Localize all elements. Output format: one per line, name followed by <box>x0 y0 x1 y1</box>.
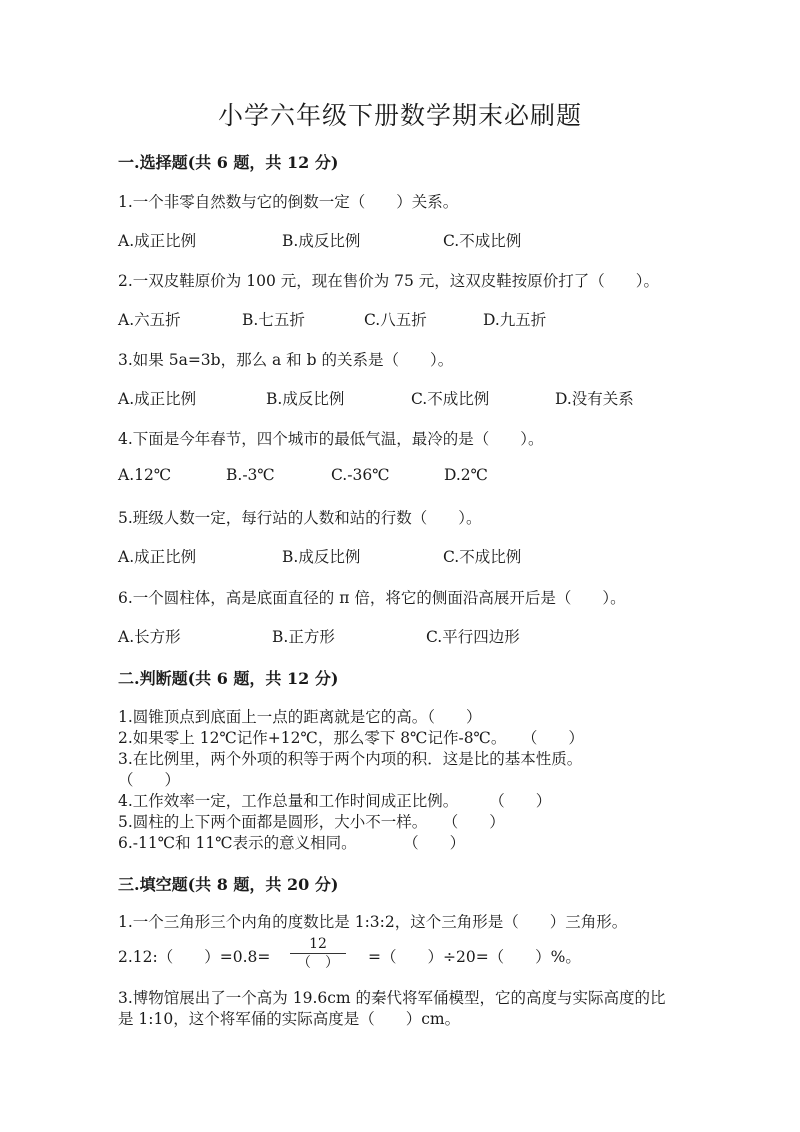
choice-q5-option-b: B.成反比例 <box>282 548 361 566</box>
fraction-bar <box>290 953 346 954</box>
choice-q3-option-d: D.没有关系 <box>555 390 634 408</box>
choice-q2-option-a: A.六五折 <box>118 311 181 329</box>
fill-q3-line2: 是 1:10，这个将军俑的实际高度是（ ）cm。 <box>118 1010 461 1028</box>
choice-q2-option-c: C.八五折 <box>364 311 427 329</box>
fill-q2-right: =（ ）÷20=（ ）%。 <box>368 948 581 966</box>
choice-q2-option-b: B.七五折 <box>242 311 305 329</box>
choice-q1-option-b: B.成反比例 <box>282 232 361 250</box>
choice-q3-option-b: B.成反比例 <box>266 390 345 408</box>
fill-q2-fraction <box>290 936 346 971</box>
choice-q5-stem: 5.班级人数一定，每行站的人数和站的行数（ ）。 <box>118 509 482 527</box>
choice-q4-option-d: D.2℃ <box>444 466 489 484</box>
choice-q5-option-a: A.成正比例 <box>118 548 197 566</box>
choice-q4-option-c: C.-36℃ <box>331 466 390 484</box>
choice-q4-option-b: B.-3℃ <box>226 466 275 484</box>
choice-q1-option-c: C.不成比例 <box>443 232 522 250</box>
choice-q6-stem: 6.一个圆柱体，高是底面直径的 π 倍，将它的侧面沿高展开后是（ ）。 <box>118 589 626 607</box>
choice-q5-option-c: C.不成比例 <box>443 548 522 566</box>
fraction-numerator: 12 <box>309 936 327 952</box>
judge-q4: 4.工作效率一定，工作总量和工作时间成正比例。 （ ） <box>118 792 552 810</box>
judge-q6: 6.-11℃和 11℃表示的意义相同。 （ ） <box>118 834 466 852</box>
choice-q3-option-c: C.不成比例 <box>411 390 490 408</box>
choice-q6-option-b: B.正方形 <box>272 628 335 646</box>
judge-q2: 2.如果零上 12℃记作+12℃，那么零下 8℃记作-8℃。 （ ） <box>118 729 584 747</box>
choice-q4-stem: 4.下面是今年春节，四个城市的最低气温，最冷的是（ ）。 <box>118 430 544 448</box>
section-heading-choice: 一.选择题(共 6 题，共 12 分) <box>118 153 339 172</box>
choice-q2-option-d: D.九五折 <box>483 311 547 329</box>
choice-q3-option-a: A.成正比例 <box>118 390 197 408</box>
choice-q3-stem: 3.如果 5a=3b，那么 a 和 b 的关系是（ ）。 <box>118 351 454 369</box>
judge-q5: 5.圆柱的上下两个面都是圆形，大小不一样。 （ ） <box>118 813 505 831</box>
section-heading-fill: 三.填空题(共 8 题，共 20 分) <box>118 875 339 894</box>
choice-q4-option-a: A.12℃ <box>118 466 172 484</box>
fraction-denominator: （ ） <box>297 955 339 971</box>
section-heading-judge: 二.判断题(共 6 题，共 12 分) <box>118 669 339 688</box>
judge-q3-text: 3.在比例里，两个外项的积等于两个内项的积．这是比的基本性质。 <box>118 750 583 768</box>
fill-q1: 1.一个三角形三个内角的度数比是 1:3:2，这个三角形是（ ）三角形。 <box>118 913 628 931</box>
choice-q6-option-c: C.平行四边形 <box>426 628 520 646</box>
choice-q2-stem: 2.一双皮鞋原价为 100 元，现在售价为 75 元，这双皮鞋按原价打了（ ）。 <box>118 272 660 290</box>
fill-q2-left: 2.12:（ ）=0.8= <box>118 948 271 966</box>
judge-q3-blank: （ ） <box>118 771 181 789</box>
choice-q1-stem: 1.一个非零自然数与它的倒数一定（ ）关系。 <box>118 193 459 211</box>
choice-q6-option-a: A.长方形 <box>118 628 181 646</box>
choice-q1-option-a: A.成正比例 <box>118 232 197 250</box>
page-title: 小学六年级下册数学期末必刷题 <box>217 101 582 130</box>
judge-q1: 1.圆锥顶点到底面上一点的距离就是它的高。（ ） <box>118 708 482 726</box>
fill-q3-line1: 3.博物馆展出了一个高为 19.6cm 的秦代将军俑模型，它的高度与实际高度的比 <box>118 989 666 1007</box>
